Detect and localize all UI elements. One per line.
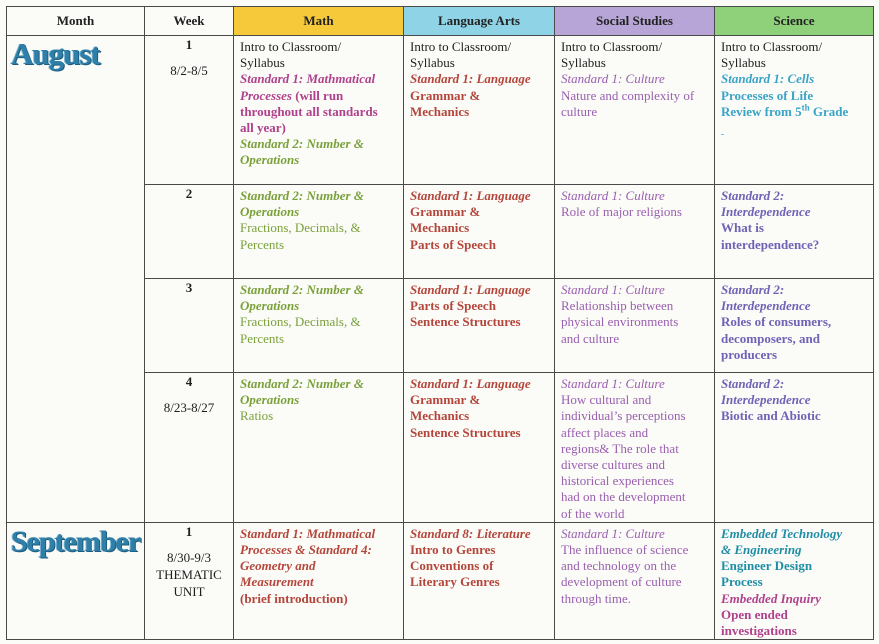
cell-text: Operations [240, 392, 300, 408]
cell-text: Interdependence [721, 298, 811, 314]
cell-text: Grade [809, 103, 849, 119]
cell-text: Standard 1: Mathmatical [240, 525, 376, 541]
cell-text: throughout all standards [240, 103, 378, 119]
cell-text: Interdependence [721, 392, 811, 408]
cell-text: Mechanics [410, 408, 470, 424]
science-cell [715, 279, 874, 373]
cell-text: and technology on the [561, 558, 677, 574]
cell-text: Standard 2: [721, 188, 785, 203]
cell-text: Sentence Structures [410, 424, 521, 440]
week-cell [145, 36, 234, 185]
cell-text: historical experiences [561, 473, 674, 489]
month-name-august: August [11, 36, 100, 71]
cell-text: Literary Genres [410, 574, 500, 590]
cell-text: affect places and [561, 424, 649, 440]
cell-text: Fractions, Decimals, & [240, 314, 361, 330]
unit-label: UNIT [173, 583, 205, 599]
cell-text: Operations [240, 152, 300, 168]
cell-text: Sentence Structures [410, 314, 521, 330]
social-studies-header: Social Studies [555, 7, 715, 36]
cell-text: & Engineering [721, 542, 802, 558]
cell-text: Nature and complexity of [561, 87, 695, 103]
cell-text: Role of major religions [561, 204, 682, 220]
cell-text: regions& The role that [561, 440, 679, 456]
cell-text: Measurement [240, 574, 314, 590]
social-studies-cell [555, 185, 715, 279]
cell-text: Biotic and Abiotic [721, 408, 821, 424]
cell-text: Standard 1: Language [410, 188, 531, 203]
social-studies-cell [555, 279, 715, 373]
language-arts-cell [404, 36, 555, 185]
cell-text: Embedded Technology [721, 525, 843, 541]
month-name-september: September [11, 524, 141, 558]
cell-text: Standard 2: Number & [240, 376, 364, 391]
math-cell [234, 373, 404, 523]
cell-text: development of culture [561, 574, 682, 590]
cell-text: Intro to Classroom/ [561, 39, 663, 54]
week-cell [145, 185, 234, 279]
cell-text: all year) [240, 120, 286, 136]
cell-text: interdependence? [721, 236, 820, 252]
cell-text: Conventions of [410, 558, 494, 574]
cell-text: of the world [561, 505, 625, 521]
cell-text: Syllabus [561, 55, 606, 71]
cell-text: Standard 1: Language [410, 376, 531, 391]
cell-text: Operations [240, 204, 300, 220]
cell-text: Grammar & [410, 392, 481, 408]
cell-text: Standard 2: [721, 282, 785, 297]
cell-text: Embedded Inquiry [721, 590, 822, 606]
week-dates: 8/23-8/27 [163, 400, 215, 415]
cell-text: had on the development [561, 489, 686, 505]
cell-text: What is [721, 220, 764, 236]
month-cell-september [7, 522, 145, 639]
cell-text: Roles of consumers, [721, 314, 832, 330]
cell-text: Standard 1: Culture [561, 188, 665, 203]
cell-text: Standard 8: Literature [410, 525, 531, 541]
cell-text: Mechanics [410, 220, 470, 236]
header-row [7, 7, 874, 36]
cell-text: Standard 1: Language [410, 71, 531, 87]
week-cell [145, 373, 234, 523]
cell-text: Percents [240, 236, 285, 252]
cell-text: Geometry and [240, 558, 316, 574]
cell-text: Processes [240, 87, 292, 103]
math-cell [234, 279, 404, 373]
cell-text: Fractions, Decimals, & [240, 220, 361, 236]
week-number: 1 [185, 37, 193, 52]
cell-text: Parts of Speech [410, 298, 496, 314]
cell-text: Standard 1: Mathmatical [240, 71, 376, 87]
cell-text: physical environments [561, 314, 679, 330]
language-arts-cell [404, 185, 555, 279]
cell-text: Processes of Life [721, 87, 814, 103]
language-arts-cell [404, 522, 555, 639]
cell-text: Standard 1: Culture [561, 71, 665, 87]
thematic-label: THEMATIC [156, 566, 222, 582]
week-cell [145, 279, 234, 373]
social-studies-cell [555, 522, 715, 639]
table-row [7, 522, 874, 639]
cell-text: Syllabus [721, 55, 766, 71]
cell-text: producers [721, 346, 778, 362]
math-cell [234, 185, 404, 279]
week-number: 2 [185, 186, 193, 201]
cell-text: Standard 2: [721, 376, 785, 391]
science-cell [715, 522, 874, 639]
social-studies-cell [555, 373, 715, 523]
cell-text: The influence of science [561, 542, 689, 558]
cell-text: diverse cultures and [561, 457, 665, 473]
week-number: 3 [185, 280, 193, 295]
science-header: Science [715, 7, 874, 36]
cell-text: Intro to Classroom/ [240, 39, 342, 54]
week-dates: 8/30-9/3 [166, 549, 212, 565]
cell-text: Engineer Design [721, 558, 813, 574]
science-cell [715, 185, 874, 279]
cell-text: Open ended [721, 606, 788, 622]
science-cell [715, 373, 874, 523]
cell-text: Parts of Speech [410, 236, 496, 252]
math-header: Math [234, 7, 404, 36]
cell-text: Standard 2: Number & [240, 282, 364, 297]
month-header: Month [7, 7, 145, 36]
cell-text: How cultural and [561, 392, 652, 408]
cell-text: Standard 2: Number & [240, 188, 364, 203]
week-number: 4 [185, 374, 193, 389]
week-dates: 8/2-8/5 [170, 63, 208, 78]
cell-text: Standard 1: Culture [561, 525, 665, 541]
cell-text: culture [561, 103, 598, 119]
cell-text: Standard 1: Cells [721, 71, 815, 87]
cell-text: Process [721, 574, 763, 590]
curriculum-map-table [6, 6, 874, 640]
cell-text: Relationship between [561, 298, 674, 314]
social-studies-cell [555, 36, 715, 185]
cell-text: and culture [561, 330, 620, 346]
cell-text: Intro to Classroom/ [721, 39, 823, 54]
cell-text: Syllabus [410, 55, 455, 71]
cell-text: Intro to Genres [410, 542, 496, 558]
cell-text: Operations [240, 298, 300, 314]
language-arts-cell [404, 279, 555, 373]
cell-text: th [801, 102, 810, 113]
cell-text: Processes & Standard 4: [240, 542, 372, 558]
cell-text: Ratios [240, 408, 274, 424]
cell-text: Interdependence [721, 204, 811, 220]
cell-text: Mechanics [410, 103, 470, 119]
cell-text: Review from 5 [721, 103, 802, 119]
math-cell [234, 522, 404, 639]
cell-text: through time. [561, 590, 632, 606]
math-cell [234, 36, 404, 185]
cell-text: (brief introduction) [240, 590, 348, 606]
cell-text: Grammar & [410, 204, 481, 220]
cell-text: Intro to Classroom/ [410, 39, 512, 54]
cell-text: decomposers, and [721, 330, 820, 346]
cell-text: Standard 1: Culture [561, 376, 665, 391]
table-row [7, 36, 874, 185]
cell-text: Syllabus [240, 55, 285, 71]
week-header: Week [145, 7, 234, 36]
cell-text: Standard 1: Culture [561, 282, 665, 297]
cell-text: Standard 2: Number & [240, 136, 364, 152]
language-arts-header: Language Arts [404, 7, 555, 36]
science-cell [715, 36, 874, 185]
cell-text: Percents [240, 330, 285, 346]
week-cell [145, 522, 234, 639]
cell-text: - [721, 129, 724, 140]
cell-text: Grammar & [410, 87, 481, 103]
cell-text: individual’s perceptions [561, 408, 686, 424]
month-cell-august [7, 36, 145, 523]
cell-text: investigations [721, 623, 797, 639]
cell-text: (will run [295, 87, 344, 103]
cell-text: Standard 1: Language [410, 282, 531, 297]
language-arts-cell [404, 373, 555, 523]
week-number: 1 [185, 523, 193, 539]
